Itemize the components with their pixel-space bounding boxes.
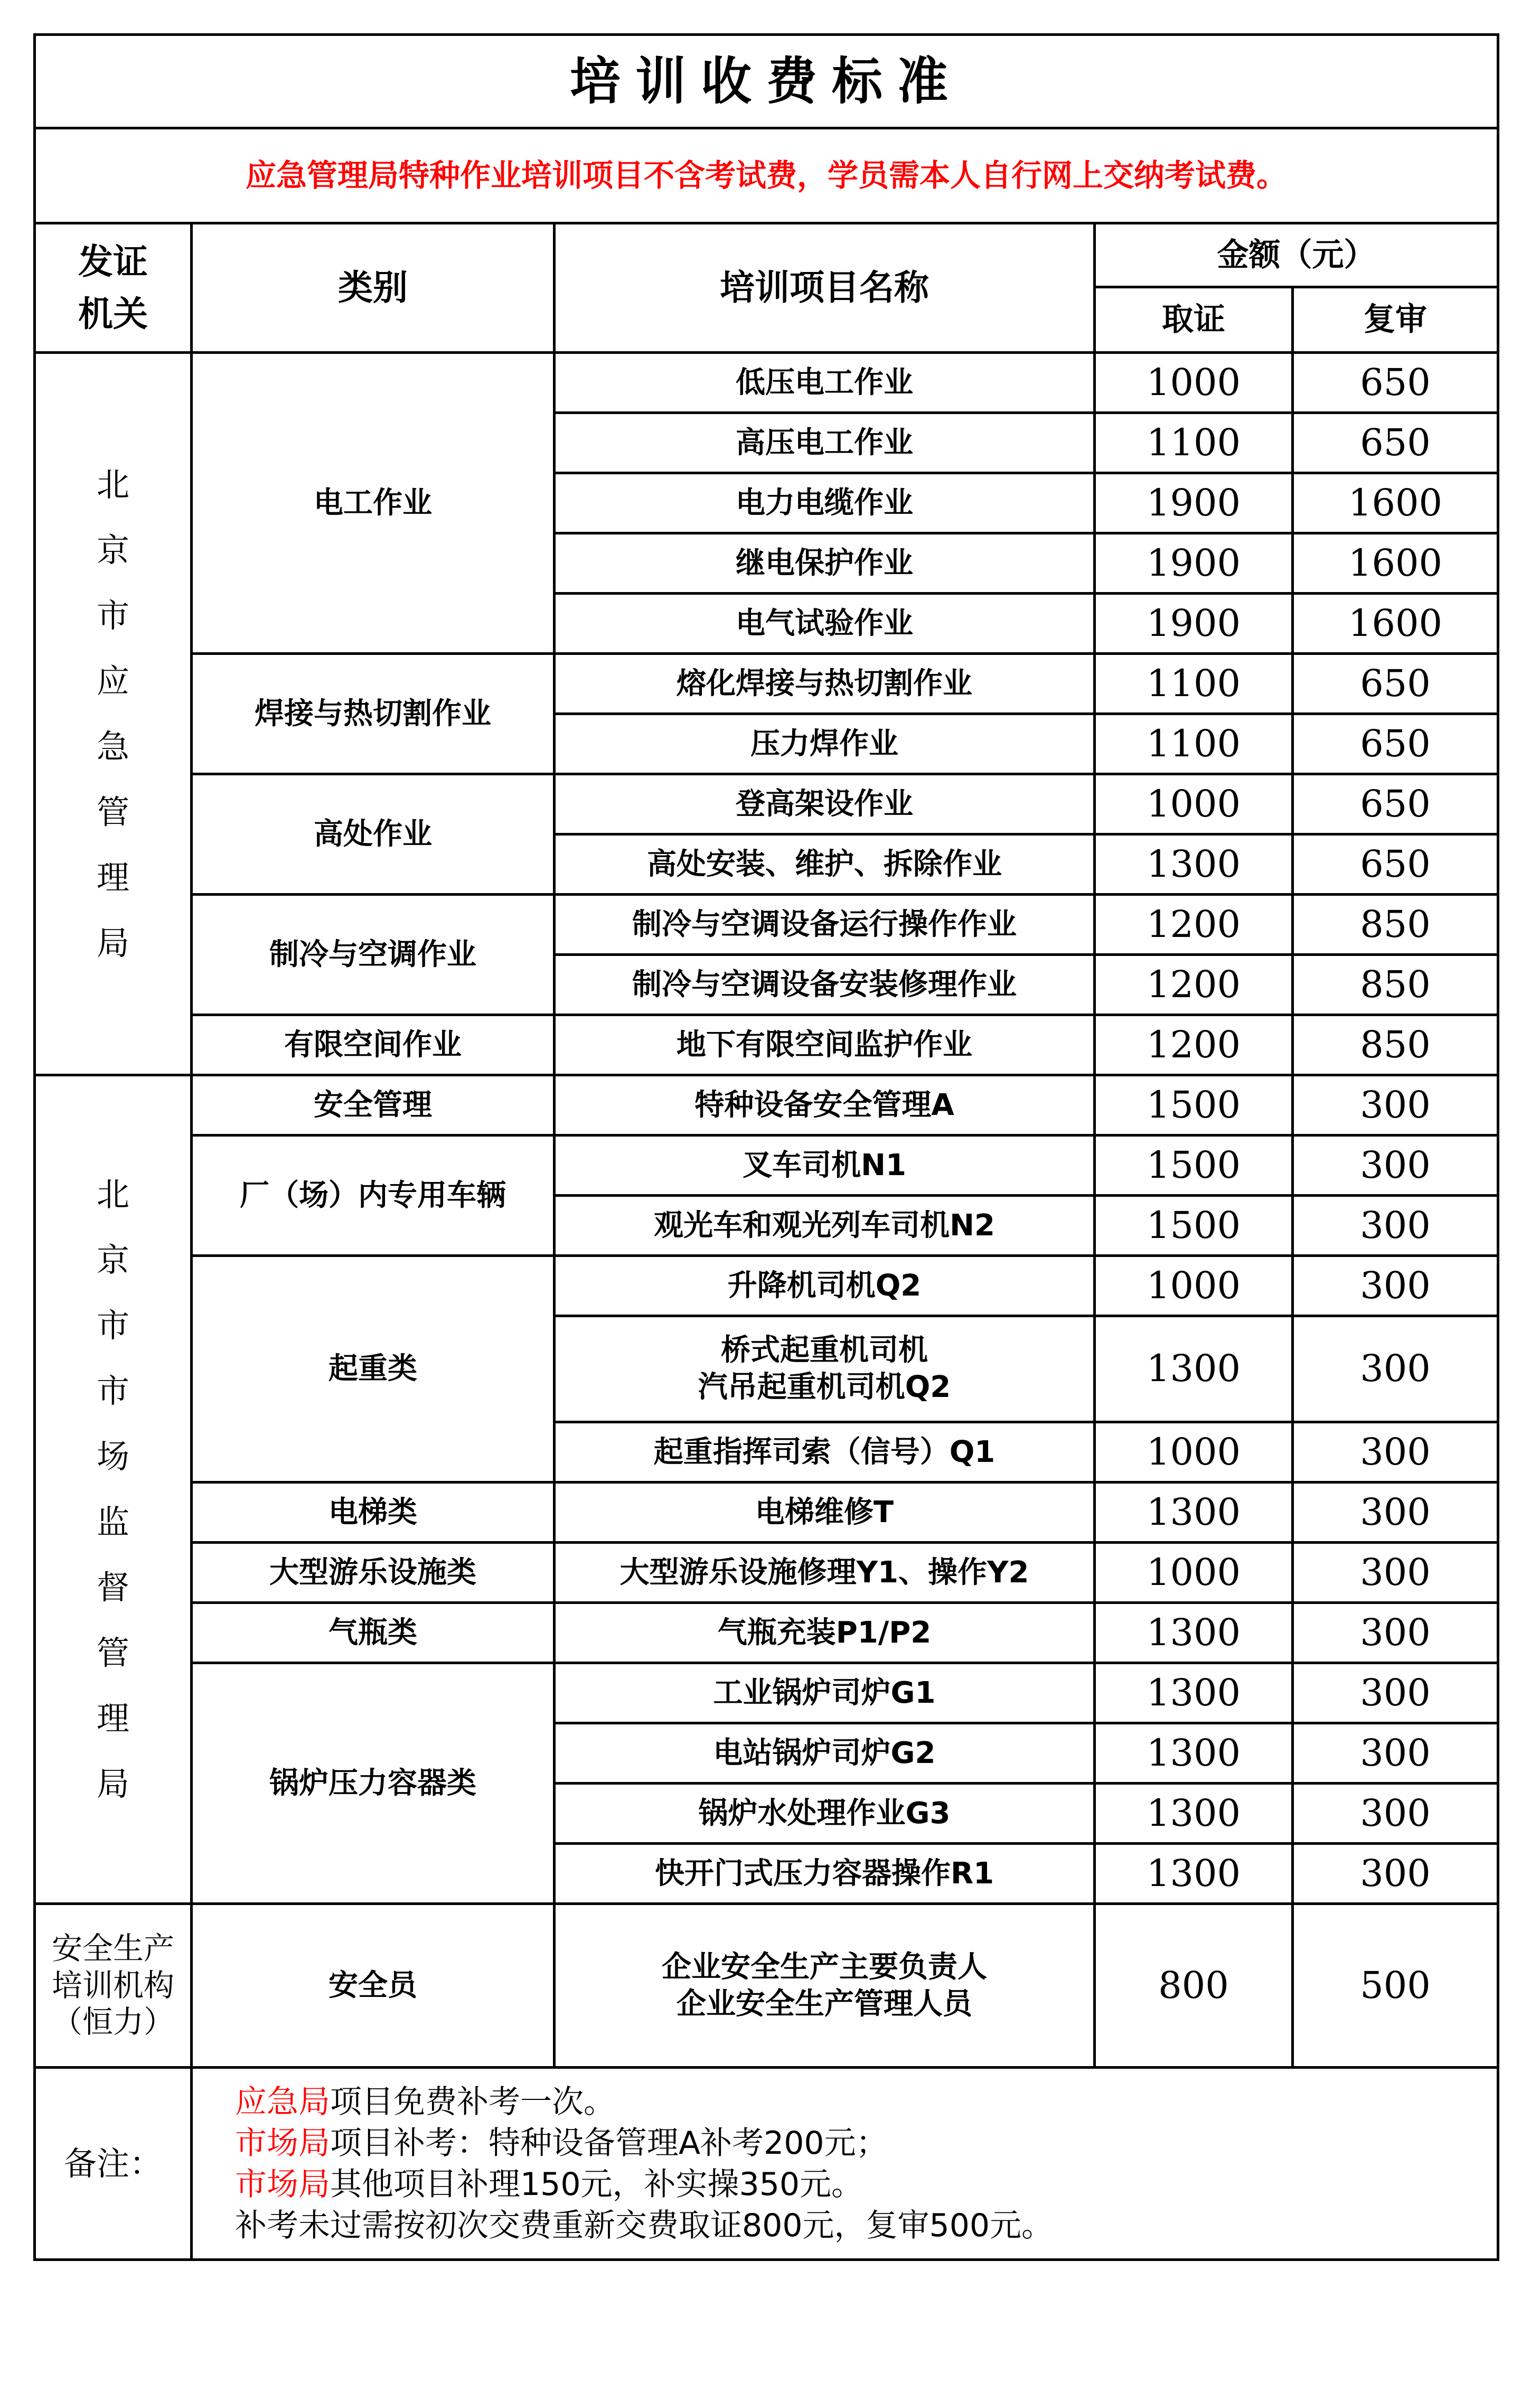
table-row (35, 1603, 1498, 1663)
exam-fee-notice: 应急管理局特种作业培训项目不含考试费，学员需本人自行网上交纳考试费。 (35, 128, 1498, 223)
category-cell: 锅炉压力容器类 (192, 1663, 555, 1904)
project-cell: 快开门式压力容器操作R1 (555, 1844, 1095, 1904)
obtain-fee: 800 (1095, 1904, 1293, 2068)
table-row (35, 353, 1498, 413)
table-row (35, 774, 1498, 834)
obtain-fee: 1900 (1095, 594, 1293, 654)
table-row (35, 1543, 1498, 1603)
table-row (35, 654, 1498, 714)
review-fee: 300 (1293, 1136, 1498, 1196)
review-fee: 300 (1293, 1543, 1498, 1603)
review-fee: 650 (1293, 413, 1498, 473)
project-cell: 压力焊作业 (555, 714, 1095, 774)
category-cell: 大型游乐设施类 (192, 1543, 555, 1603)
project-cell: 高处安装、维护、拆除作业 (555, 834, 1095, 895)
obtain-fee: 1200 (1095, 955, 1293, 1015)
category-cell: 厂（场）内专用车辆 (192, 1136, 555, 1256)
header-review: 复审 (1293, 287, 1498, 353)
table-row (35, 895, 1498, 955)
project-cell: 工业锅炉司炉G1 (555, 1663, 1095, 1723)
obtain-fee: 1900 (1095, 533, 1293, 594)
review-fee: 1600 (1293, 533, 1498, 594)
header-obtain: 取证 (1095, 287, 1293, 353)
obtain-fee: 1200 (1095, 895, 1293, 955)
project-cell: 升降机司机Q2 (555, 1256, 1095, 1316)
category-cell: 高处作业 (192, 774, 555, 895)
project-cell: 制冷与空调设备运行操作作业 (555, 895, 1095, 955)
project-cell: 继电保护作业 (555, 533, 1095, 594)
review-fee: 650 (1293, 353, 1498, 413)
table-row (35, 1015, 1498, 1075)
obtain-fee: 1000 (1095, 1422, 1293, 1483)
category-cell: 电梯类 (192, 1483, 555, 1543)
obtain-fee: 1100 (1095, 654, 1293, 714)
table-row (35, 1663, 1498, 1723)
review-fee: 300 (1293, 1316, 1498, 1422)
category-cell: 安全管理 (192, 1075, 555, 1136)
review-fee: 850 (1293, 1015, 1498, 1075)
obtain-fee: 1100 (1095, 413, 1293, 473)
agency-market-supervision: 北京市市场监督管理局 (35, 1075, 192, 1904)
obtain-fee: 1500 (1095, 1136, 1293, 1196)
remarks-content (192, 2068, 1498, 2260)
review-fee: 300 (1293, 1723, 1498, 1784)
project-cell: 低压电工作业 (555, 353, 1095, 413)
obtain-fee: 1500 (1095, 1196, 1293, 1256)
agency-training-institution: 安全生产 培训机构 （恒力） (35, 1904, 192, 2068)
obtain-fee: 1300 (1095, 1316, 1293, 1422)
review-fee: 300 (1293, 1663, 1498, 1723)
page-title: 培训收费标准 (35, 35, 1498, 128)
review-fee: 1600 (1293, 594, 1498, 654)
review-fee: 1600 (1293, 473, 1498, 533)
obtain-fee: 1200 (1095, 1015, 1293, 1075)
header-amount: 金额（元） (1095, 223, 1498, 287)
category-cell: 制冷与空调作业 (192, 895, 555, 1015)
table-row (35, 1483, 1498, 1543)
obtain-fee: 1300 (1095, 834, 1293, 895)
category-cell: 有限空间作业 (192, 1015, 555, 1075)
obtain-fee: 1300 (1095, 1663, 1293, 1723)
obtain-fee: 1100 (1095, 714, 1293, 774)
obtain-fee: 1500 (1095, 1075, 1293, 1136)
project-cell: 起重指挥司索（信号）Q1 (555, 1422, 1095, 1483)
obtain-fee: 1300 (1095, 1483, 1293, 1543)
obtain-fee: 1000 (1095, 774, 1293, 834)
obtain-fee: 1000 (1095, 353, 1293, 413)
review-fee: 850 (1293, 895, 1498, 955)
project-cell: 桥式起重机司机 汽吊起重机司机Q2 (555, 1316, 1095, 1422)
project-cell: 观光车和观光列车司机N2 (555, 1196, 1095, 1256)
project-cell: 锅炉水处理作业G3 (555, 1784, 1095, 1844)
header-category: 类别 (192, 223, 555, 353)
review-fee: 650 (1293, 834, 1498, 895)
review-fee: 500 (1293, 1904, 1498, 2068)
table-row (35, 1075, 1498, 1136)
category-cell: 电工作业 (192, 353, 555, 654)
obtain-fee: 1300 (1095, 1723, 1293, 1784)
category-cell: 起重类 (192, 1256, 555, 1483)
remark-line: 市场局项目补考：特种设备管理A补考200元； (235, 2124, 888, 2162)
project-cell: 特种设备安全管理A (555, 1075, 1095, 1136)
project-cell: 气瓶充装P1/P2 (555, 1603, 1095, 1663)
project-cell: 高压电工作业 (555, 413, 1095, 473)
review-fee: 650 (1293, 774, 1498, 834)
review-fee: 300 (1293, 1075, 1498, 1136)
obtain-fee: 1000 (1095, 1256, 1293, 1316)
obtain-fee: 1300 (1095, 1784, 1293, 1844)
fee-standard-table (33, 33, 1499, 2261)
review-fee: 850 (1293, 955, 1498, 1015)
project-cell: 大型游乐设施修理Y1、操作Y2 (555, 1543, 1095, 1603)
category-cell: 安全员 (192, 1904, 555, 2068)
project-cell: 电梯维修T (555, 1483, 1095, 1543)
header-project: 培训项目名称 (555, 223, 1095, 353)
obtain-fee: 1300 (1095, 1844, 1293, 1904)
table-row (35, 1136, 1498, 1196)
review-fee: 300 (1293, 1603, 1498, 1663)
review-fee: 650 (1293, 654, 1498, 714)
remarks-label: 备注： (35, 2068, 192, 2260)
review-fee: 650 (1293, 714, 1498, 774)
table-row (35, 1904, 1498, 2068)
category-cell: 气瓶类 (192, 1603, 555, 1663)
category-cell: 焊接与热切割作业 (192, 654, 555, 774)
review-fee: 300 (1293, 1256, 1498, 1316)
obtain-fee: 1900 (1095, 473, 1293, 533)
review-fee: 300 (1293, 1844, 1498, 1904)
project-cell: 制冷与空调设备安装修理作业 (555, 955, 1095, 1015)
review-fee: 300 (1293, 1483, 1498, 1543)
obtain-fee: 1000 (1095, 1543, 1293, 1603)
project-cell: 地下有限空间监护作业 (555, 1015, 1095, 1075)
remark-line: 应急局项目免费补考一次。 (235, 2083, 615, 2121)
remark-line: 补考未过需按初次交费重新交费取证800元，复审500元。 (235, 2207, 1054, 2244)
project-cell: 电力电缆作业 (555, 473, 1095, 533)
project-cell: 企业安全生产主要负责人 企业安全生产管理人员 (555, 1904, 1095, 2068)
project-cell: 电站锅炉司炉G2 (555, 1723, 1095, 1784)
project-cell: 熔化焊接与热切割作业 (555, 654, 1095, 714)
project-cell: 叉车司机N1 (555, 1136, 1095, 1196)
header-agency: 发证机关 (35, 223, 192, 353)
obtain-fee: 1300 (1095, 1603, 1293, 1663)
remarks-row (35, 2068, 1498, 2260)
remark-line: 市场局其他项目补理150元，补实操350元。 (235, 2165, 863, 2203)
table-row (35, 1256, 1498, 1316)
agency-emergency: 北京市应急管理局 (35, 353, 192, 1075)
review-fee: 300 (1293, 1196, 1498, 1256)
review-fee: 300 (1293, 1422, 1498, 1483)
review-fee: 300 (1293, 1784, 1498, 1844)
project-cell: 登高架设作业 (555, 774, 1095, 834)
project-cell: 电气试验作业 (555, 594, 1095, 654)
